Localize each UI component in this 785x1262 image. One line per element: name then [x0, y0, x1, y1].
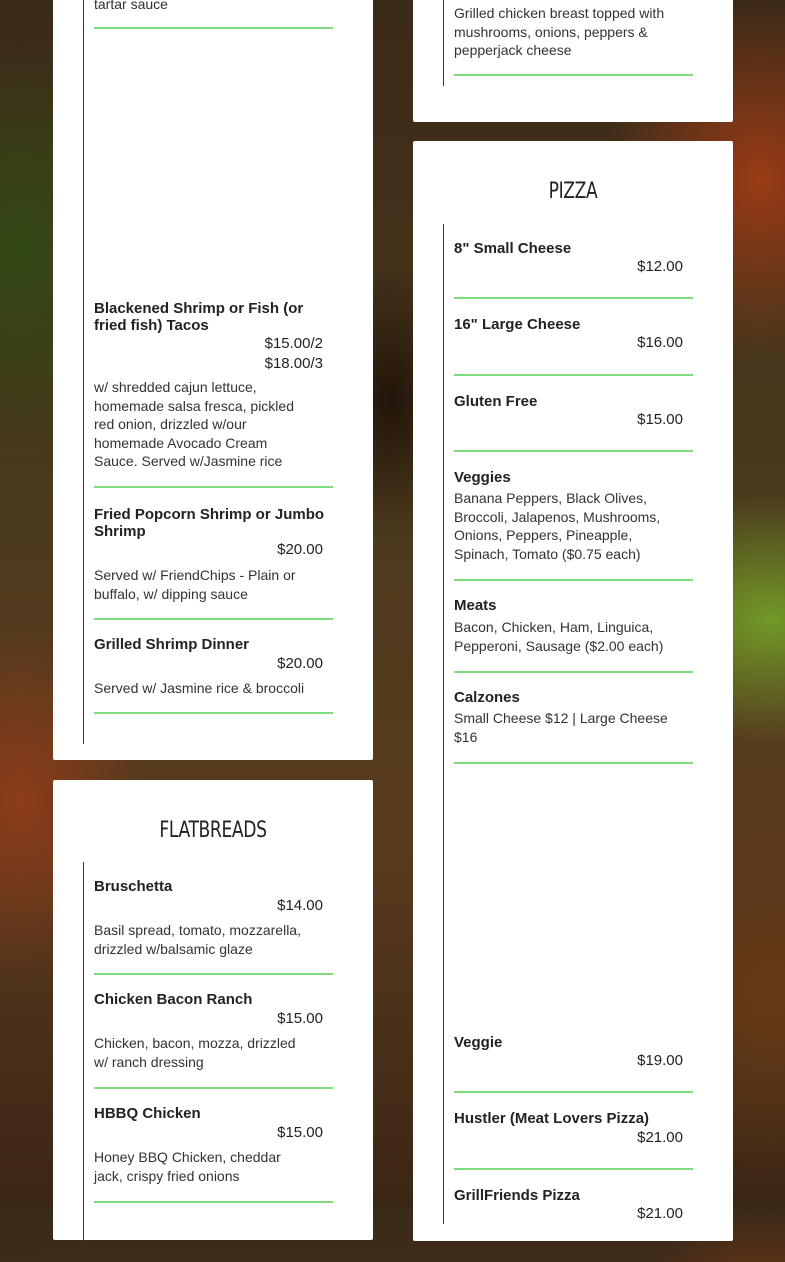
item-separator	[454, 1091, 693, 1093]
item-description: Honey BBQ Chicken, cheddar jack, crispy fried onions	[94, 1149, 281, 1184]
item-name: Grilled Shrimp Dinner	[94, 636, 250, 653]
item-description: Banana Peppers, Black Olives, Broccoli, Jalapenos, Mushrooms, Onions, Peppers, Pineapple, Spinach, Tomato ($0.75 each)	[454, 490, 661, 562]
item-description: w/ shredded cajun lettuce, homemade salsa fresca, pickled red onion, drizzled w/our homemade Avocado Cream Sauce. Served w/Jasmine rice	[94, 379, 294, 470]
menu-column-divider	[83, 862, 84, 1262]
item-name: GrillFriends Pizza	[454, 1187, 580, 1204]
item-price: $20.00	[277, 541, 323, 558]
item-price: $21.00	[637, 1205, 683, 1222]
item-description: Served w/ FriendChips - Plain or buffalo, w/ dipping sauce	[94, 567, 296, 602]
menu-column-divider	[443, 0, 444, 86]
menu-item	[94, 1103, 333, 1203]
item-separator	[94, 27, 333, 29]
item-separator	[454, 297, 693, 299]
item-price: $16.00	[637, 334, 683, 351]
menu-item	[94, 504, 333, 624]
item-price: $15.00/2	[264, 335, 323, 352]
item-separator	[94, 1201, 333, 1203]
item-separator	[94, 1087, 333, 1089]
item-name: HBBQ Chicken	[94, 1105, 201, 1122]
item-name: 8" Small Cheese	[454, 240, 572, 257]
item-price: $21.00	[637, 1129, 683, 1146]
menu-item	[94, 0, 333, 30]
item-name: Veggie	[454, 1034, 503, 1051]
seafood-menu-card	[53, 0, 373, 760]
item-name: Blackened Shrimp or Fish (or fried fish) Tacos	[94, 300, 304, 334]
menu-item	[94, 876, 333, 976]
menu-item	[454, 1185, 693, 1245]
menu-column-divider	[443, 224, 444, 1224]
pizza-menu-card	[413, 141, 733, 1241]
item-separator	[94, 486, 333, 488]
item-name: Chicken Bacon Ranch	[94, 991, 253, 1008]
item-description: Basil spread, tomato, mozzarella, drizzled w/balsamic glaze	[94, 922, 301, 957]
menu-item	[454, 0, 693, 80]
item-description: tartar sauce	[94, 0, 168, 12]
item-separator	[454, 579, 693, 581]
section-title: PIZZA	[548, 179, 598, 204]
item-description: Chicken, bacon, mozza, drizzled w/ ranch dressing	[94, 1035, 296, 1070]
chicken-menu-card	[413, 0, 733, 122]
item-price: $12.00	[637, 258, 683, 275]
item-price: $14.00	[277, 897, 323, 914]
item-price: $15.00	[277, 1010, 323, 1027]
menu-item	[454, 1032, 693, 1097]
menu-item	[454, 595, 693, 675]
item-separator	[454, 762, 693, 764]
item-separator	[454, 450, 693, 452]
item-separator	[94, 973, 333, 975]
item-description: Served w/ Jasmine rice & broccoli	[94, 680, 305, 696]
item-price: $19.00	[637, 1052, 683, 1069]
item-separator	[454, 374, 693, 376]
item-price: $15.00	[637, 411, 683, 428]
item-separator	[94, 618, 333, 620]
item-name: Calzones	[454, 689, 520, 706]
item-name: Meats	[454, 597, 497, 614]
menu-item	[454, 687, 693, 767]
item-price: $20.00	[277, 655, 323, 672]
item-name: Veggies	[454, 469, 511, 486]
item-description: Small Cheese $12 | Large Cheese $16	[454, 710, 668, 745]
item-price: $15.00	[277, 1124, 323, 1141]
item-name: Hustler (Meat Lovers Pizza)	[454, 1110, 650, 1127]
menu-column-divider	[83, 0, 84, 744]
item-description: Bacon, Chicken, Ham, Linguica, Pepperoni, Sausage ($2.00 each)	[454, 619, 664, 654]
menu-item	[454, 467, 693, 582]
section-title: FLATBREADS	[159, 818, 267, 843]
menu-item	[454, 314, 693, 379]
item-price-secondary: $18.00/3	[264, 355, 323, 372]
item-name: Fried Popcorn Shrimp or Jumbo Shrimp	[94, 506, 325, 540]
menu-item	[94, 634, 333, 724]
menu-item	[94, 989, 333, 1089]
item-description: Grilled chicken breast topped with mushrooms, onions, peppers & pepperjack cheese	[454, 5, 665, 59]
item-separator	[454, 74, 693, 76]
menu-item	[454, 238, 693, 303]
item-name: Bruschetta	[94, 878, 173, 895]
item-name: 16" Large Cheese	[454, 316, 581, 333]
item-separator	[94, 712, 333, 714]
item-separator	[454, 1168, 693, 1170]
menu-item	[454, 1108, 693, 1173]
menu-item	[454, 391, 693, 456]
item-separator	[454, 671, 693, 673]
item-name: Gluten Free	[454, 393, 538, 410]
menu-item	[94, 298, 333, 491]
flatbreads-menu-card	[53, 780, 373, 1240]
